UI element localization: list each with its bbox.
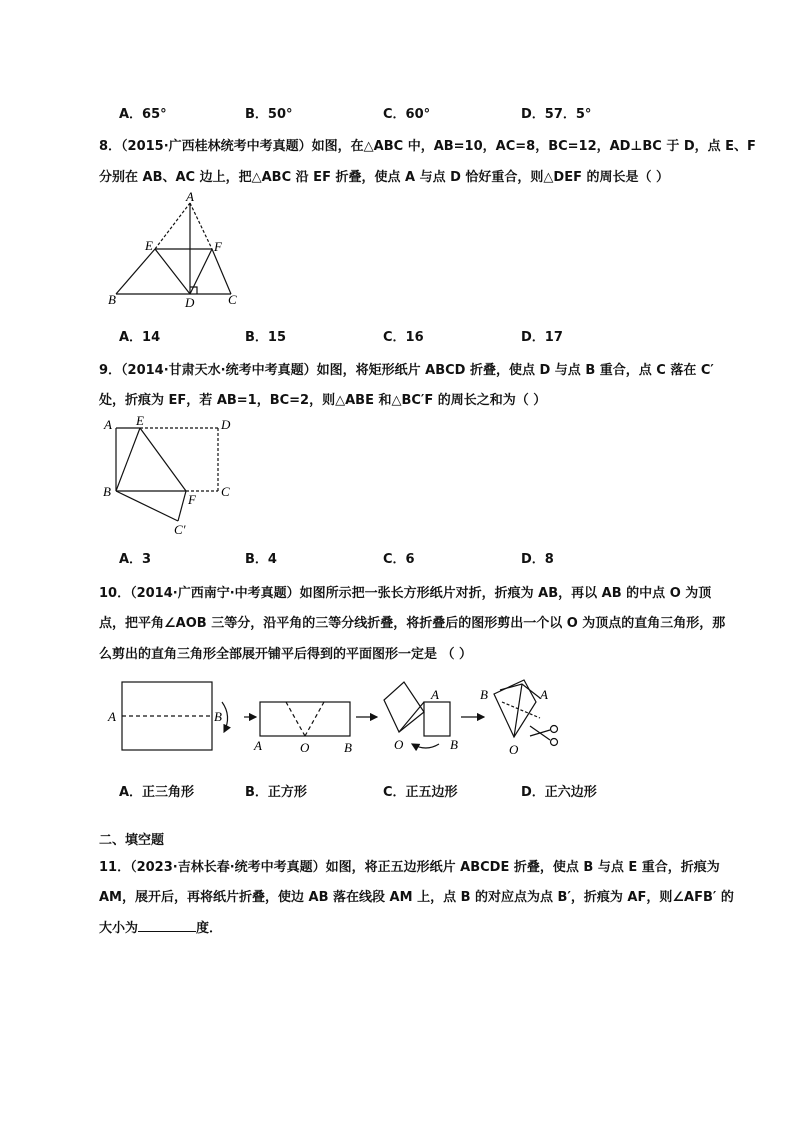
q8-segment-ea-dashed — [155, 203, 190, 249]
q9-option-b: B．4 — [245, 552, 277, 567]
q8-option-d: D．17 — [521, 330, 563, 345]
q7-option-d: D．57．5° — [521, 107, 592, 122]
q10-step4-label-b: B — [480, 687, 488, 702]
q10-step3-fold-arrow — [412, 744, 439, 748]
q10-step2-strip — [260, 702, 350, 736]
q10-step2-trisector-left — [286, 702, 305, 736]
q10-step1-label-a: A — [108, 709, 116, 724]
q8-label-c: C — [228, 292, 237, 307]
q9-option-d: D．8 — [521, 552, 554, 567]
q8-option-b: B．15 — [245, 330, 286, 345]
q9-segment-c-prime-f — [178, 491, 186, 521]
q9-fold-ef — [140, 428, 186, 491]
q10-scissors-icon — [530, 726, 558, 746]
q8-text-line1: 8．（2015·广西桂林统考中考真题）如图，在△ABC 中，AB=10，AC=8，BC=12，AD⊥BC 于 D，点 E、F — [99, 139, 756, 154]
q9-label-d: D — [221, 417, 231, 432]
q11-line3-start: 大小为 — [99, 921, 139, 936]
q8-label-d: D — [185, 295, 195, 310]
q10-step4-label-a: A — [540, 687, 548, 702]
q10-text-line1: 10．（2014·广西南宁·中考真题）如图所示把一张长方形纸片对折，折痕为 AB，再以 AB 的中点 O 为顶 — [99, 586, 712, 601]
q9-label-c: C — [221, 484, 230, 499]
q7-option-c: C．60° — [383, 107, 431, 122]
q10-step3-label-a: A — [431, 687, 439, 702]
q10-step3-right-part — [424, 702, 450, 736]
q11-line3-end: 度． — [196, 921, 223, 936]
q11-answer-blank[interactable] — [138, 919, 196, 932]
q9-label-c-prime: C′ — [174, 522, 186, 537]
q8-label-f: F — [214, 239, 222, 254]
q11-text-line1: 11．（2023·吉林长春·统考中考真题）如图，将正五边形纸片 ABCDE 折叠，使点 B 与点 E 重合，折痕为 — [99, 860, 720, 875]
q8-segment-ed — [155, 249, 190, 294]
q8-label-a: A — [186, 190, 194, 204]
q10-figure — [104, 672, 584, 764]
q8-segment-af-dashed — [190, 203, 212, 249]
q8-label-b: B — [108, 292, 116, 307]
q11-text-line3 — [99, 917, 222, 936]
q9-label-b: B — [103, 484, 111, 499]
q9-text-line1: 9．（2014·甘肃天水·统考中考真题）如图，将矩形纸片 ABCD 折叠，使点 D 与点 B 重合，点 C 落在 C′ — [99, 363, 714, 378]
q10-step3-crease — [399, 702, 424, 732]
q7-option-a: A．65° — [119, 107, 167, 122]
q11-text-line2: AM，展开后，再将纸片折叠，使边 AB 落在线段 AM 上，点 B 的对应点为点 B′，折痕为 AF，则∠AFB′ 的 — [99, 890, 734, 905]
q8-figure — [105, 190, 255, 310]
q8-label-e: E — [145, 238, 153, 253]
q9-segment-bc-prime — [116, 491, 178, 521]
q9-figure — [100, 414, 240, 540]
q10-step2-label-a: A — [254, 738, 262, 753]
q10-text-line2: 点，把平角∠AOB 三等分，沿平角的三等分线折叠，将折叠后的图形剪出一个以 O 为顶点的直角三角形，那 — [99, 616, 726, 631]
q10-step3-label-o: O — [394, 737, 404, 752]
q9-label-f: F — [188, 492, 196, 507]
q10-option-a: A．正三角形 — [119, 785, 195, 800]
q10-step4-label-o: O — [509, 742, 519, 757]
q10-text-line3: 么剪出的直角三角形全部展开铺平后得到的平面图形一定是 （ ） — [99, 647, 473, 662]
q9-segment-be — [116, 428, 140, 491]
q10-step3-left-flap — [384, 682, 424, 732]
q10-step2-label-o: O — [300, 740, 310, 755]
q10-step3-label-b: B — [450, 737, 458, 752]
q9-option-c: C．6 — [383, 552, 415, 567]
q10-step2-trisector-right — [305, 702, 324, 736]
q10-step2-label-b: B — [344, 740, 352, 755]
q9-text-line2: 处，折痕为 EF，若 AB=1，BC=2，则△ABE 和△BC′F 的周长之和为（ ） — [99, 393, 547, 408]
q10-option-c: C．正五边形 — [383, 785, 458, 800]
q8-option-a: A．14 — [119, 330, 161, 345]
q10-option-d: D．正六边形 — [521, 785, 597, 800]
q8-text-line2: 分别在 AB、AC 边上，把△ABC 沿 EF 折叠，使点 A 与点 D 恰好重合，则△DEF 的周长是（ ） — [99, 170, 670, 185]
q9-option-a: A．3 — [119, 552, 152, 567]
q7-option-b: B．50° — [245, 107, 293, 122]
q10-step1-fold-arrow — [222, 702, 228, 732]
q8-segment-be — [116, 249, 155, 294]
q9-label-a: A — [104, 417, 112, 432]
q9-label-e: E — [136, 414, 144, 428]
q10-step1-label-b: B — [214, 709, 222, 724]
q10-option-b: B．正方形 — [245, 785, 307, 800]
section-title-fill-in: 二、填空题 — [99, 833, 165, 848]
q8-option-c: C．16 — [383, 330, 424, 345]
q8-segment-fc — [212, 249, 231, 294]
